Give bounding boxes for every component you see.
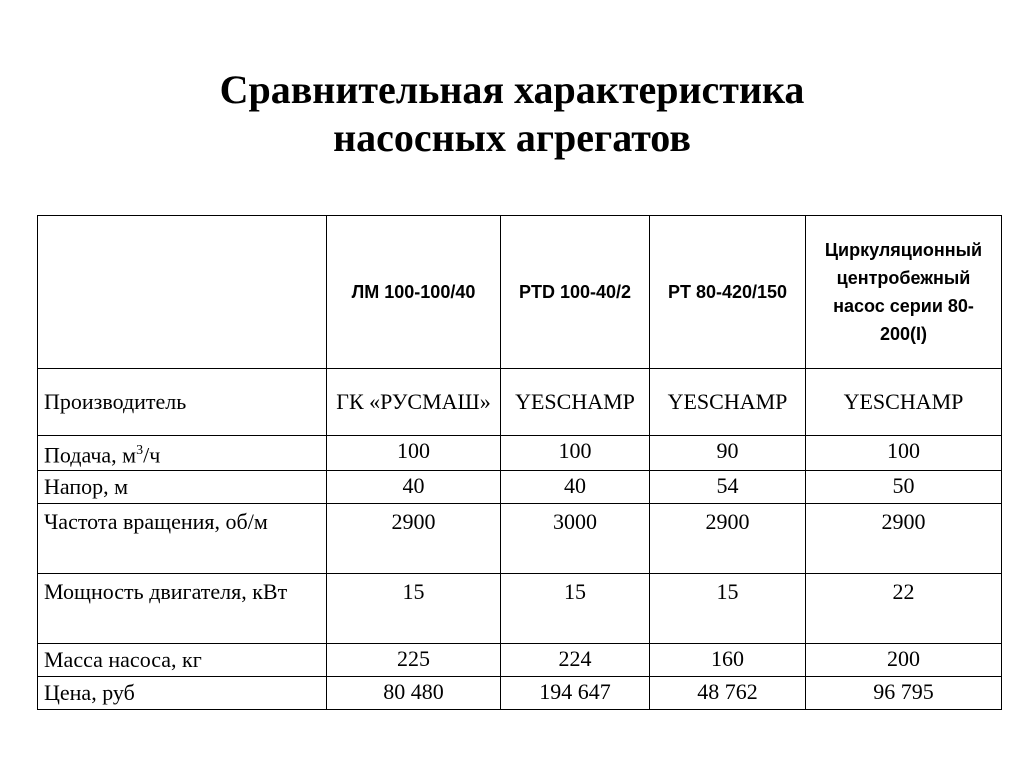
table-cell: 2900 bbox=[650, 504, 806, 574]
table-cell: ГК «РУСМАШ» bbox=[327, 369, 501, 436]
row-label: Цена, руб bbox=[38, 677, 327, 710]
table-cell: 96 795 bbox=[806, 677, 1002, 710]
table-cell: 15 bbox=[501, 574, 650, 644]
table-row bbox=[38, 504, 1002, 574]
header-cell: Циркуляционный центробежный насос серии 80-200(I) bbox=[806, 216, 1002, 369]
row-label bbox=[38, 436, 327, 471]
title-line-1: Сравнительная характеристика bbox=[219, 67, 805, 112]
table-cell: 80 480 bbox=[327, 677, 501, 710]
table-row bbox=[38, 471, 1002, 504]
table-row bbox=[38, 677, 1002, 710]
table-cell: 90 bbox=[650, 436, 806, 471]
table-cell: 15 bbox=[650, 574, 806, 644]
table-row bbox=[38, 644, 1002, 677]
row-label: Производитель bbox=[38, 369, 327, 436]
table-cell: YESCHAMP bbox=[501, 369, 650, 436]
header-cell: PTD 100-40/2 bbox=[501, 216, 650, 369]
table-cell: YESCHAMP bbox=[806, 369, 1002, 436]
table-cell: 225 bbox=[327, 644, 501, 677]
table-cell: 50 bbox=[806, 471, 1002, 504]
table-cell: YESCHAMP bbox=[650, 369, 806, 436]
table-cell: 194 647 bbox=[501, 677, 650, 710]
header-empty-cell bbox=[38, 216, 327, 369]
row-label: Напор, м bbox=[38, 471, 327, 504]
table-row bbox=[38, 436, 1002, 471]
table-cell: 200 bbox=[806, 644, 1002, 677]
table-cell: 100 bbox=[501, 436, 650, 471]
table-cell: 100 bbox=[806, 436, 1002, 471]
row-label-superscript: 3 bbox=[136, 443, 144, 458]
table-cell: 2900 bbox=[806, 504, 1002, 574]
table-cell: 22 bbox=[806, 574, 1002, 644]
page-title bbox=[0, 66, 1024, 162]
header-cell: ЛМ 100-100/40 bbox=[327, 216, 501, 369]
comparison-table bbox=[37, 215, 1002, 710]
table-cell: 224 bbox=[501, 644, 650, 677]
row-label: Мощность двигателя, кВт bbox=[38, 574, 327, 644]
table-header-row bbox=[38, 216, 1002, 369]
table-row bbox=[38, 369, 1002, 436]
header-cell: PT 80-420/150 bbox=[650, 216, 806, 369]
row-label: Масса насоса, кг bbox=[38, 644, 327, 677]
table-cell: 40 bbox=[327, 471, 501, 504]
row-label-text: Подача, м bbox=[44, 442, 137, 468]
table-cell: 100 bbox=[327, 436, 501, 471]
title-line-2: насосных агрегатов bbox=[333, 115, 691, 160]
table-cell: 160 bbox=[650, 644, 806, 677]
table-cell: 2900 bbox=[327, 504, 501, 574]
table-cell: 3000 bbox=[501, 504, 650, 574]
table-cell: 40 bbox=[501, 471, 650, 504]
table-cell: 48 762 bbox=[650, 677, 806, 710]
row-label: Частота вращения, об/м bbox=[38, 504, 327, 574]
table-row bbox=[38, 574, 1002, 644]
table-cell: 54 bbox=[650, 471, 806, 504]
row-label-tail: /ч bbox=[143, 442, 161, 468]
table-cell: 15 bbox=[327, 574, 501, 644]
